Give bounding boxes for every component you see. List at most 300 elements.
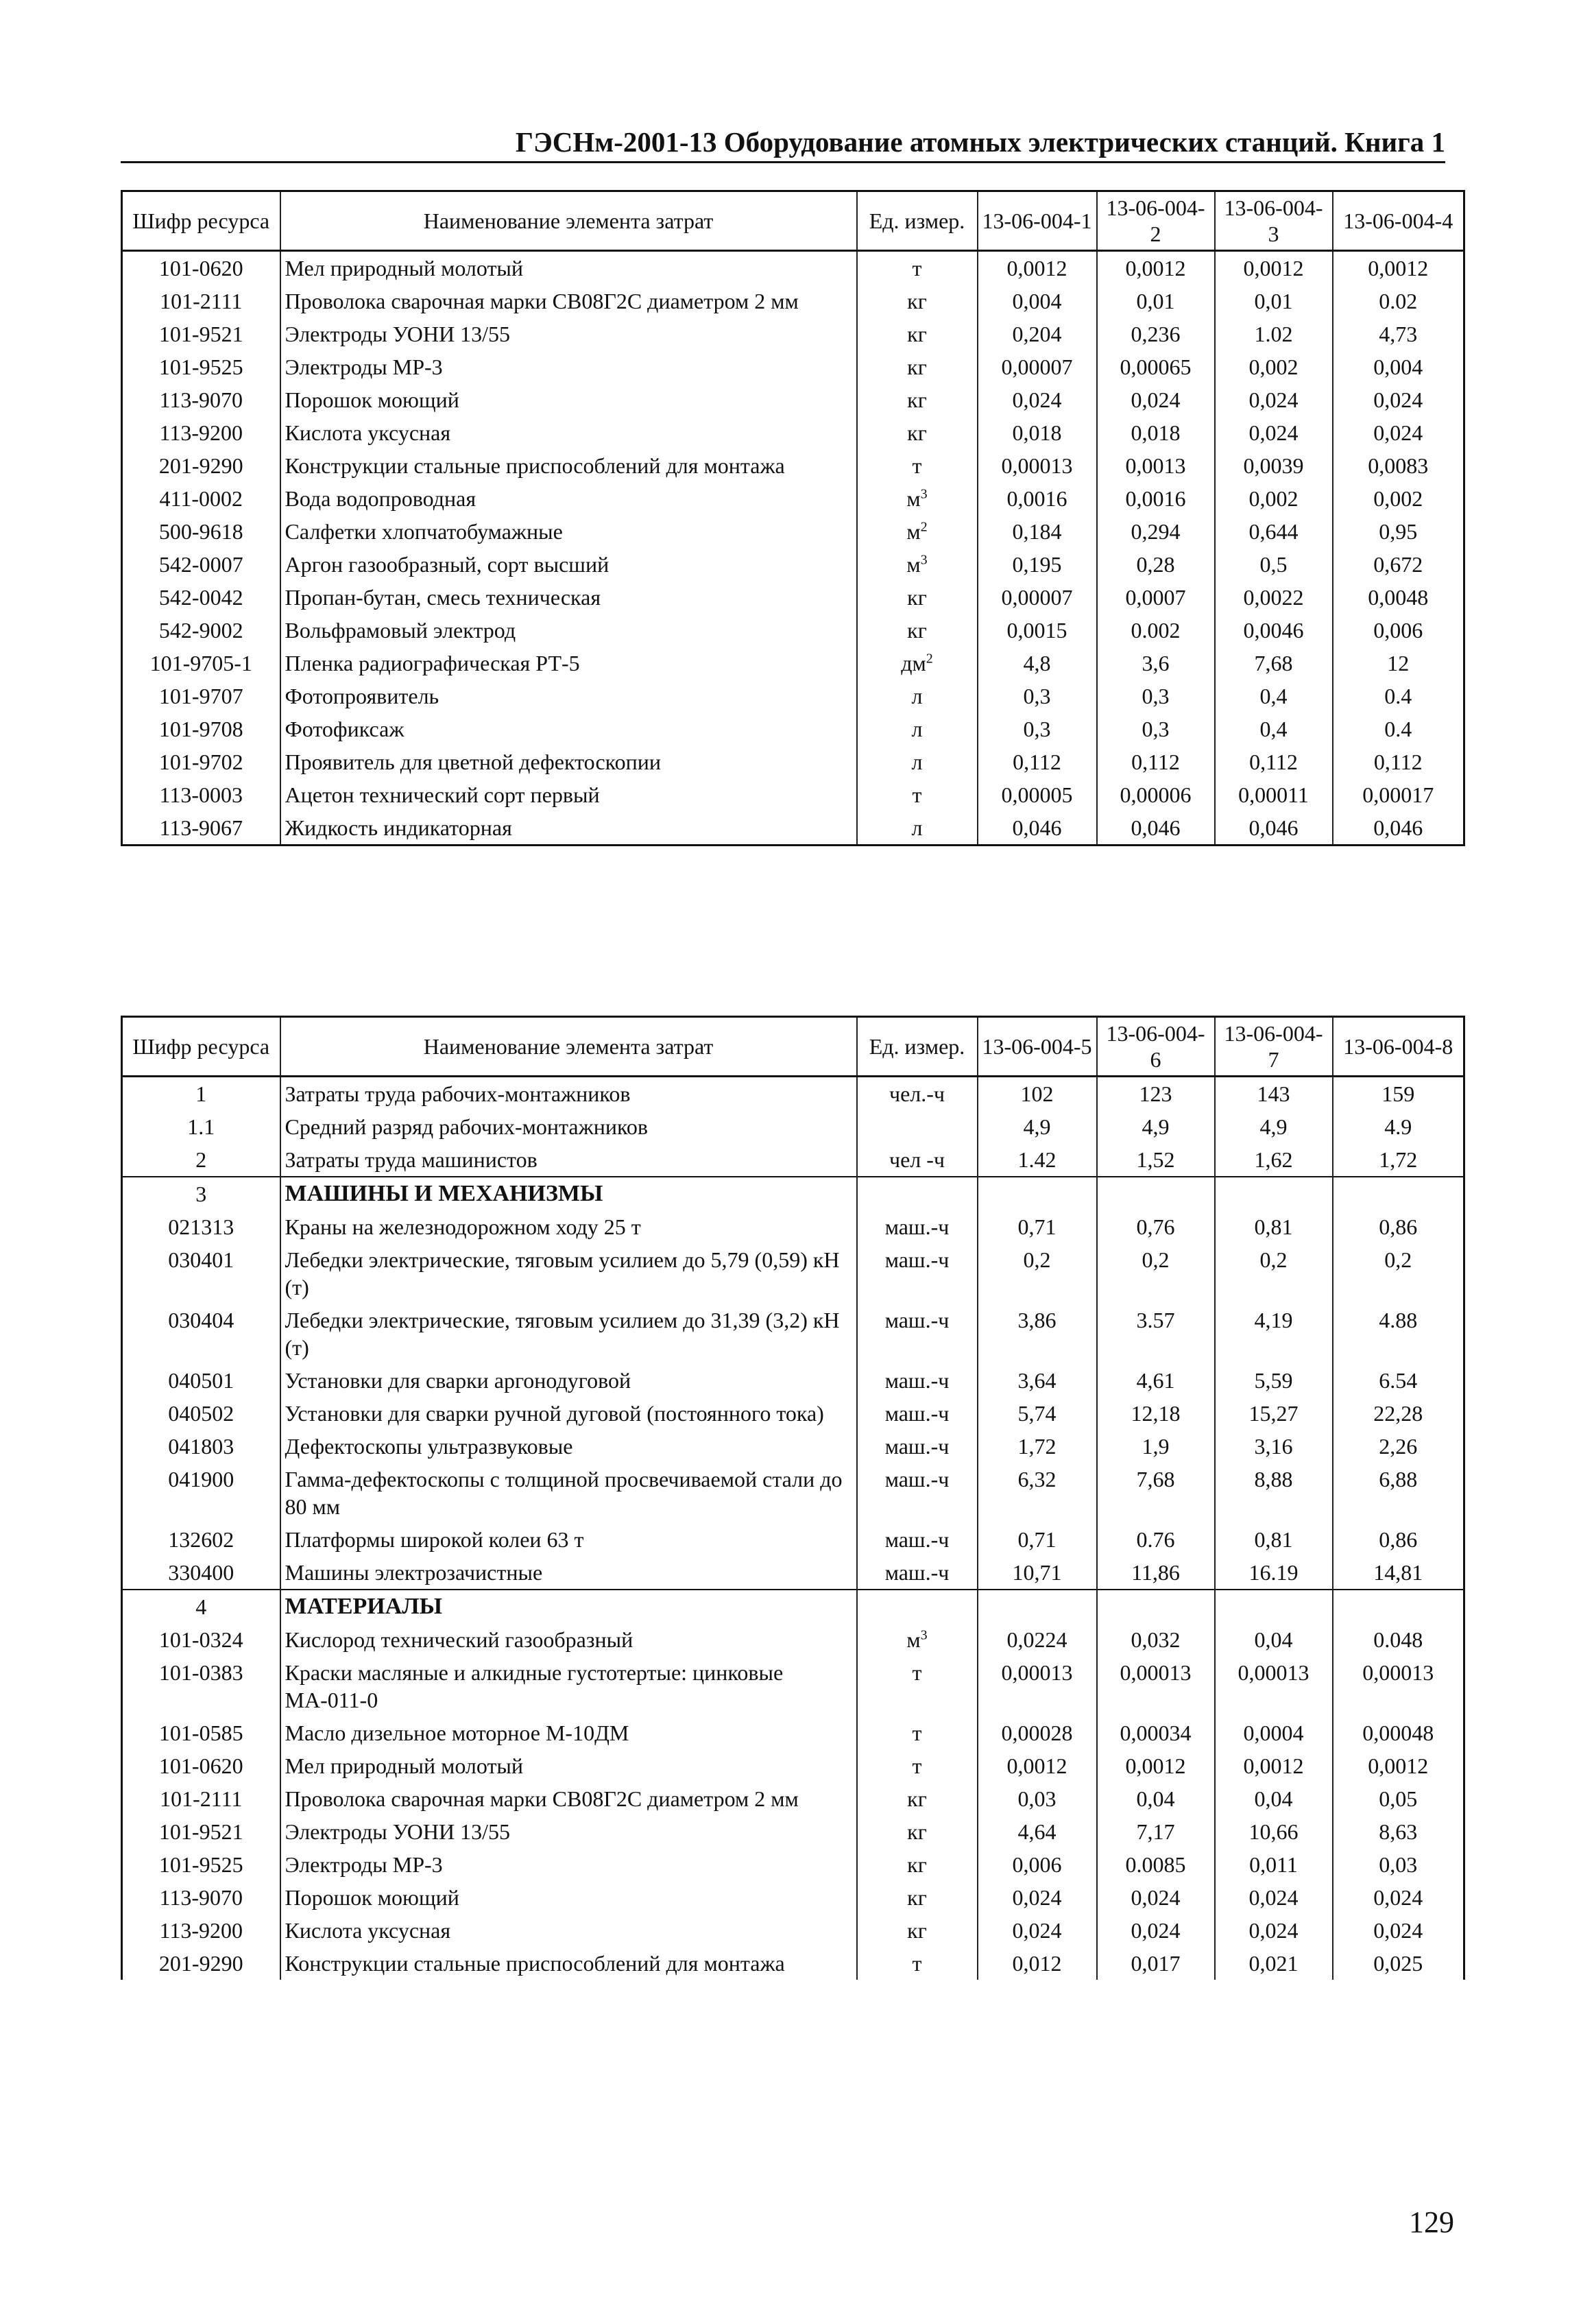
table-row xyxy=(122,581,1464,614)
header-col-1: 13-06-004-1 xyxy=(978,191,1097,251)
unit-superscript: 2 xyxy=(920,519,928,535)
resource-code: 101-9707 xyxy=(122,680,280,712)
table-row xyxy=(122,745,1464,778)
table-row xyxy=(122,1623,1464,1656)
page-header xyxy=(121,120,1445,163)
norm-value: 10,66 xyxy=(1215,1815,1333,1848)
norm-value: 102 xyxy=(978,1077,1097,1111)
norm-value: 4,8 xyxy=(978,647,1097,680)
cost-element-name: Масло дизельное моторное М-10ДМ xyxy=(280,1716,857,1749)
norm-value: 0,002 xyxy=(1215,482,1333,515)
norm-value: 0,024 xyxy=(1097,1881,1215,1914)
norm-value: 6,88 xyxy=(1333,1463,1464,1523)
norm-value xyxy=(1097,1590,1215,1623)
norm-value: 0,00017 xyxy=(1333,778,1464,811)
resource-code: 101-0585 xyxy=(122,1716,280,1749)
table-row xyxy=(122,318,1464,350)
norm-value: 0.02 xyxy=(1333,285,1464,318)
norm-value: 0,004 xyxy=(1333,350,1464,383)
unit: л xyxy=(857,745,978,778)
unit: кг xyxy=(857,614,978,647)
norm-value: 0,4 xyxy=(1215,680,1333,712)
unit: кг xyxy=(857,318,978,350)
resource-code: 040501 xyxy=(122,1364,280,1397)
norm-value: 0,0012 xyxy=(978,251,1097,285)
norm-value: 6.54 xyxy=(1333,1364,1464,1397)
norm-value: 0,024 xyxy=(1215,1881,1333,1914)
norm-value: 0,018 xyxy=(1097,416,1215,449)
unit: маш.-ч xyxy=(857,1397,978,1430)
resource-code: 542-0007 xyxy=(122,548,280,581)
resource-code: 132602 xyxy=(122,1523,280,1556)
table-row xyxy=(122,1881,1464,1914)
header-cost-element-name: Наименование элемента затрат xyxy=(280,1017,857,1077)
norm-value: 0,0012 xyxy=(1215,1749,1333,1782)
norm-value: 0,024 xyxy=(1215,383,1333,416)
norm-value: 0,0022 xyxy=(1215,581,1333,614)
table-row xyxy=(122,285,1464,318)
norm-value: 0,0007 xyxy=(1097,581,1215,614)
resource-table-2 xyxy=(121,1016,1465,1980)
norm-value: 0,01 xyxy=(1097,285,1215,318)
page-title: ГЭСНм-2001-13 Оборудование атомных электрических станций. Книга 1 xyxy=(515,126,1445,158)
norm-value: 0,195 xyxy=(978,548,1097,581)
unit: кг xyxy=(857,581,978,614)
table-body xyxy=(122,1077,1464,1980)
cost-element-name: Фотофиксаж xyxy=(280,712,857,745)
norm-value: 1,52 xyxy=(1097,1143,1215,1177)
norm-value: 0,00013 xyxy=(1097,1656,1215,1716)
norm-value: 0,011 xyxy=(1215,1848,1333,1881)
cost-element-name: Лебедки электрические, тяговым усилием до 5,79 (0,59) кН (т) xyxy=(280,1243,857,1304)
resource-table-1 xyxy=(121,190,1465,846)
unit xyxy=(857,1177,978,1210)
norm-value: 0,0004 xyxy=(1215,1716,1333,1749)
table-row xyxy=(122,1914,1464,1947)
table-row xyxy=(122,383,1464,416)
resource-code: 030404 xyxy=(122,1304,280,1364)
norm-value: 0,0013 xyxy=(1097,449,1215,482)
norm-value: 3,16 xyxy=(1215,1430,1333,1463)
table-row xyxy=(122,1523,1464,1556)
resource-code: 101-9705-1 xyxy=(122,647,280,680)
norm-value: 0,018 xyxy=(978,416,1097,449)
norm-value: 3.57 xyxy=(1097,1304,1215,1364)
norm-value: 0,024 xyxy=(1333,383,1464,416)
table-row xyxy=(122,1110,1464,1143)
cost-element-name: Конструкции стальные приспособлений для монтажа xyxy=(280,1947,857,1980)
norm-value: 0,024 xyxy=(1097,1914,1215,1947)
norm-value: 0,4 xyxy=(1215,712,1333,745)
norm-value: 7,17 xyxy=(1097,1815,1215,1848)
unit: т xyxy=(857,251,978,285)
norm-value: 4,9 xyxy=(1215,1110,1333,1143)
resource-code: 1.1 xyxy=(122,1110,280,1143)
norm-value: 0,112 xyxy=(978,745,1097,778)
norm-value: 0,236 xyxy=(1097,318,1215,350)
norm-value: 0,2 xyxy=(1333,1243,1464,1304)
norm-value: 0,112 xyxy=(1333,745,1464,778)
norm-value: 1,72 xyxy=(1333,1143,1464,1177)
table-row xyxy=(122,614,1464,647)
unit-superscript: 3 xyxy=(920,1627,928,1643)
norm-value: 0,0012 xyxy=(1097,251,1215,285)
resource-code: 201-9290 xyxy=(122,1947,280,1980)
norm-value: 1,9 xyxy=(1097,1430,1215,1463)
resource-code: 1 xyxy=(122,1077,280,1111)
resource-code: 201-9290 xyxy=(122,449,280,482)
norm-value: 0,024 xyxy=(978,1914,1097,1947)
resource-code: 113-9200 xyxy=(122,416,280,449)
unit: маш.-ч xyxy=(857,1430,978,1463)
norm-value: 0,0016 xyxy=(1097,482,1215,515)
table-row xyxy=(122,1782,1464,1815)
norm-value: 4,64 xyxy=(978,1815,1097,1848)
norm-value: 10,71 xyxy=(978,1556,1097,1590)
unit: маш.-ч xyxy=(857,1243,978,1304)
unit: $м^3$ xyxy=(857,1623,978,1656)
unit: кг xyxy=(857,1848,978,1881)
norm-value: 3,86 xyxy=(978,1304,1097,1364)
section-row xyxy=(122,1177,1464,1210)
table-row xyxy=(122,680,1464,712)
norm-value: 4.88 xyxy=(1333,1304,1464,1364)
norm-value: 0,004 xyxy=(978,285,1097,318)
norm-value: 0,024 xyxy=(1333,416,1464,449)
norm-value: 0,0015 xyxy=(978,614,1097,647)
cost-element-name: Платформы широкой колеи 63 т xyxy=(280,1523,857,1556)
norm-value: 0,00005 xyxy=(978,778,1097,811)
resource-code: 041900 xyxy=(122,1463,280,1523)
cost-element-name: Конструкции стальные приспособлений для монтажа xyxy=(280,449,857,482)
norm-value: 0.76 xyxy=(1097,1523,1215,1556)
norm-value: 0,006 xyxy=(978,1848,1097,1881)
table-row xyxy=(122,482,1464,515)
norm-value: 0,024 xyxy=(1215,416,1333,449)
unit: чел.-ч xyxy=(857,1077,978,1111)
resource-code: 3 xyxy=(122,1177,280,1210)
cost-element-name: Аргон газообразный, сорт высший xyxy=(280,548,857,581)
norm-value: 12,18 xyxy=(1097,1397,1215,1430)
unit: $м^2$ xyxy=(857,515,978,548)
norm-value xyxy=(978,1590,1097,1623)
norm-value: 4,61 xyxy=(1097,1364,1215,1397)
norm-value: 15,27 xyxy=(1215,1397,1333,1430)
norm-value: 0,86 xyxy=(1333,1523,1464,1556)
norm-value: 0,05 xyxy=(1333,1782,1464,1815)
table-row xyxy=(122,350,1464,383)
unit: кг xyxy=(857,416,978,449)
norm-value: 5,74 xyxy=(978,1397,1097,1430)
unit: л xyxy=(857,712,978,745)
norm-value: 0,024 xyxy=(978,383,1097,416)
norm-value: 0,00011 xyxy=(1215,778,1333,811)
unit: маш.-ч xyxy=(857,1304,978,1364)
table-header-row xyxy=(122,1017,1464,1077)
cost-element-name: Электроды УОНИ 13/55 xyxy=(280,1815,857,1848)
norm-value: 0,012 xyxy=(978,1947,1097,1980)
norm-value: 0,5 xyxy=(1215,548,1333,581)
unit: кг xyxy=(857,285,978,318)
norm-value xyxy=(1333,1590,1464,1623)
unit: кг xyxy=(857,1881,978,1914)
header-unit: Ед. измер. xyxy=(857,1017,978,1077)
unit: кг xyxy=(857,1782,978,1815)
norm-value: 0,032 xyxy=(1097,1623,1215,1656)
table-row xyxy=(122,515,1464,548)
resource-code: 113-0003 xyxy=(122,778,280,811)
cost-element-name: Затраты труда рабочих-монтажников xyxy=(280,1077,857,1111)
norm-value: 7,68 xyxy=(1097,1463,1215,1523)
resource-code: 500-9618 xyxy=(122,515,280,548)
norm-value: 0,71 xyxy=(978,1523,1097,1556)
resource-code: 101-9702 xyxy=(122,745,280,778)
resource-code: 113-9070 xyxy=(122,383,280,416)
header-col-3: 13-06-004-7 xyxy=(1215,1017,1333,1077)
norm-value: 1.42 xyxy=(978,1143,1097,1177)
norm-value: 1.02 xyxy=(1215,318,1333,350)
cost-element-name: Установки для сварки ручной дуговой (постоянного тока) xyxy=(280,1397,857,1430)
cost-element-name: Гамма-дефектоскопы с толщиной просвечиваемой стали до 80 мм xyxy=(280,1463,857,1523)
norm-value: 14,81 xyxy=(1333,1556,1464,1590)
norm-value: 0,0046 xyxy=(1215,614,1333,647)
cost-element-name: Мел природный молотый xyxy=(280,1749,857,1782)
cost-element-name: Проявитель для цветной дефектоскопии xyxy=(280,745,857,778)
unit-superscript: 3 xyxy=(920,552,928,568)
cost-element-name: Затраты труда машинистов xyxy=(280,1143,857,1177)
norm-value: 1,62 xyxy=(1215,1143,1333,1177)
section-row xyxy=(122,1590,1464,1623)
unit-superscript: 3 xyxy=(920,486,928,502)
table-row xyxy=(122,449,1464,482)
norm-value xyxy=(1333,1177,1464,1210)
norm-value: 0,112 xyxy=(1215,745,1333,778)
resource-code: 101-9521 xyxy=(122,1815,280,1848)
norm-value: 0,00065 xyxy=(1097,350,1215,383)
unit xyxy=(857,1110,978,1143)
section-title: МАТЕРИАЛЫ xyxy=(280,1590,857,1623)
cost-element-name: Жидкость индикаторная xyxy=(280,811,857,846)
table-row xyxy=(122,1243,1464,1304)
norm-value: 0,01 xyxy=(1215,285,1333,318)
table-header-row xyxy=(122,191,1464,251)
page-number: 129 xyxy=(1409,2205,1454,2239)
header-col-4: 13-06-004-8 xyxy=(1333,1017,1464,1077)
norm-value: 0,76 xyxy=(1097,1210,1215,1243)
table-row xyxy=(122,1463,1464,1523)
norm-value: 0,112 xyxy=(1097,745,1215,778)
norm-value: 0,04 xyxy=(1215,1782,1333,1815)
norm-value: 0,021 xyxy=(1215,1947,1333,1980)
norm-value: 0,006 xyxy=(1333,614,1464,647)
table-row xyxy=(122,1397,1464,1430)
norm-value: 0,2 xyxy=(1215,1243,1333,1304)
norm-value: 0,0048 xyxy=(1333,581,1464,614)
unit: кг xyxy=(857,1914,978,1947)
resource-code: 4 xyxy=(122,1590,280,1623)
norm-value: 5,59 xyxy=(1215,1364,1333,1397)
resource-code: 040502 xyxy=(122,1397,280,1430)
norm-value: 4,9 xyxy=(978,1110,1097,1143)
table-row xyxy=(122,778,1464,811)
table-row xyxy=(122,811,1464,846)
cost-element-name: Дефектоскопы ультразвуковые xyxy=(280,1430,857,1463)
table-row xyxy=(122,1556,1464,1590)
norm-value: 0,0012 xyxy=(1333,251,1464,285)
norm-value xyxy=(1097,1177,1215,1210)
norm-value: 0,294 xyxy=(1097,515,1215,548)
cost-element-name: Вода водопроводная xyxy=(280,482,857,515)
resource-code: 2 xyxy=(122,1143,280,1177)
table-row xyxy=(122,647,1464,680)
norm-value: 4,73 xyxy=(1333,318,1464,350)
norm-value: 0,024 xyxy=(1333,1914,1464,1947)
resource-code: 542-9002 xyxy=(122,614,280,647)
header-col-3: 13-06-004-3 xyxy=(1215,191,1333,251)
norm-value: 11,86 xyxy=(1097,1556,1215,1590)
resource-code: 113-9067 xyxy=(122,811,280,846)
cost-element-name: Краны на железнодорожном ходу 25 т xyxy=(280,1210,857,1243)
unit: т xyxy=(857,1749,978,1782)
norm-value: 0,2 xyxy=(978,1243,1097,1304)
resource-code: 330400 xyxy=(122,1556,280,1590)
cost-element-name: Мел природный молотый xyxy=(280,251,857,285)
unit: маш.-ч xyxy=(857,1523,978,1556)
cost-element-name: Электроды МР-3 xyxy=(280,1848,857,1881)
norm-value: 0,672 xyxy=(1333,548,1464,581)
table-row xyxy=(122,1656,1464,1716)
norm-value: 16.19 xyxy=(1215,1556,1333,1590)
resource-code: 411-0002 xyxy=(122,482,280,515)
header-cost-element-name: Наименование элемента затрат xyxy=(280,191,857,251)
norm-value: 0,00013 xyxy=(978,449,1097,482)
cost-element-name: Электроды МР-3 xyxy=(280,350,857,383)
norm-value: 0,71 xyxy=(978,1210,1097,1243)
cost-element-name: Средний разряд рабочих-монтажников xyxy=(280,1110,857,1143)
table-row xyxy=(122,416,1464,449)
norm-value: 4,19 xyxy=(1215,1304,1333,1364)
norm-value: 0,28 xyxy=(1097,548,1215,581)
norm-value: 159 xyxy=(1333,1077,1464,1111)
norm-value xyxy=(978,1177,1097,1210)
norm-value: 0,024 xyxy=(1097,383,1215,416)
unit: т xyxy=(857,449,978,482)
cost-element-name: Ацетон технический сорт первый xyxy=(280,778,857,811)
cost-element-name: Кислород технический газообразный xyxy=(280,1623,857,1656)
cost-element-name: Пленка радиографическая РТ-5 xyxy=(280,647,857,680)
unit: чел -ч xyxy=(857,1143,978,1177)
norm-value: 3,64 xyxy=(978,1364,1097,1397)
norm-value: 0,184 xyxy=(978,515,1097,548)
resource-code: 101-9708 xyxy=(122,712,280,745)
norm-value: 0,81 xyxy=(1215,1210,1333,1243)
norm-value: 0,03 xyxy=(978,1782,1097,1815)
norm-value: 0,046 xyxy=(1097,811,1215,846)
norm-value: 4,9 xyxy=(1097,1110,1215,1143)
table-row xyxy=(122,1304,1464,1364)
unit: л xyxy=(857,680,978,712)
table-row xyxy=(122,1815,1464,1848)
norm-value: 3,6 xyxy=(1097,647,1215,680)
header-col-2: 13-06-004-6 xyxy=(1097,1017,1215,1077)
norm-value: 0,00013 xyxy=(1215,1656,1333,1716)
norm-value: 1,72 xyxy=(978,1430,1097,1463)
norm-value: 8,88 xyxy=(1215,1463,1333,1523)
norm-value: 0,204 xyxy=(978,318,1097,350)
table-row xyxy=(122,548,1464,581)
resource-code: 101-0324 xyxy=(122,1623,280,1656)
header-unit: Ед. измер. xyxy=(857,191,978,251)
norm-value: 0,024 xyxy=(978,1881,1097,1914)
resource-code: 041803 xyxy=(122,1430,280,1463)
resource-code: 101-0620 xyxy=(122,1749,280,1782)
cost-element-name: Проволока сварочная марки СВ08Г2С диаметром 2 мм xyxy=(280,285,857,318)
resource-code: 113-9070 xyxy=(122,1881,280,1914)
table-row xyxy=(122,1430,1464,1463)
norm-value: 0,046 xyxy=(1215,811,1333,846)
unit: маш.-ч xyxy=(857,1463,978,1523)
cost-element-name: Салфетки хлопчатобумажные xyxy=(280,515,857,548)
cost-element-name: Кислота уксусная xyxy=(280,416,857,449)
resource-code: 542-0042 xyxy=(122,581,280,614)
header-col-4: 13-06-004-4 xyxy=(1333,191,1464,251)
resource-code: 021313 xyxy=(122,1210,280,1243)
norm-value: 0,95 xyxy=(1333,515,1464,548)
resource-code: 101-9521 xyxy=(122,318,280,350)
cost-element-name: Машины электрозачистные xyxy=(280,1556,857,1590)
norm-value: 0,00007 xyxy=(978,581,1097,614)
norm-value: 0,81 xyxy=(1215,1523,1333,1556)
norm-value: 0,0012 xyxy=(1333,1749,1464,1782)
norm-value: 0,3 xyxy=(1097,712,1215,745)
norm-value: 0,0012 xyxy=(1215,251,1333,285)
norm-value xyxy=(1215,1590,1333,1623)
norm-value: 0.4 xyxy=(1333,712,1464,745)
unit: маш.-ч xyxy=(857,1364,978,1397)
norm-value: 0,00013 xyxy=(1333,1656,1464,1716)
norm-value: 7,68 xyxy=(1215,647,1333,680)
table-row xyxy=(122,1716,1464,1749)
norm-value: 0,024 xyxy=(1333,1881,1464,1914)
resource-code: 101-2111 xyxy=(122,1782,280,1815)
cost-element-name: Проволока сварочная марки СВ08Г2С диаметром 2 мм xyxy=(280,1782,857,1815)
table-row xyxy=(122,1077,1464,1111)
norm-value: 0,017 xyxy=(1097,1947,1215,1980)
unit: т xyxy=(857,1947,978,1980)
norm-value: 8,63 xyxy=(1333,1815,1464,1848)
norm-value: 2,26 xyxy=(1333,1430,1464,1463)
norm-value: 0,86 xyxy=(1333,1210,1464,1243)
norm-value: 143 xyxy=(1215,1077,1333,1111)
norm-value: 0,04 xyxy=(1097,1782,1215,1815)
unit: $м^3$ xyxy=(857,548,978,581)
norm-value: 0,002 xyxy=(1215,350,1333,383)
norm-value: 0,03 xyxy=(1333,1848,1464,1881)
norm-value: 0,3 xyxy=(1097,680,1215,712)
norm-value: 0,00007 xyxy=(978,350,1097,383)
cost-element-name: Кислота уксусная xyxy=(280,1914,857,1947)
resource-code: 101-0383 xyxy=(122,1656,280,1716)
norm-value: 0,0012 xyxy=(1097,1749,1215,1782)
table-row xyxy=(122,712,1464,745)
norm-value: 0,2 xyxy=(1097,1243,1215,1304)
cost-element-name: Пропан-бутан, смесь техническая xyxy=(280,581,857,614)
norm-value: 0,002 xyxy=(1333,482,1464,515)
header-resource-code: Шифр ресурса xyxy=(122,1017,280,1077)
norm-value: 123 xyxy=(1097,1077,1215,1111)
resource-code: 113-9200 xyxy=(122,1914,280,1947)
unit: кг xyxy=(857,1815,978,1848)
